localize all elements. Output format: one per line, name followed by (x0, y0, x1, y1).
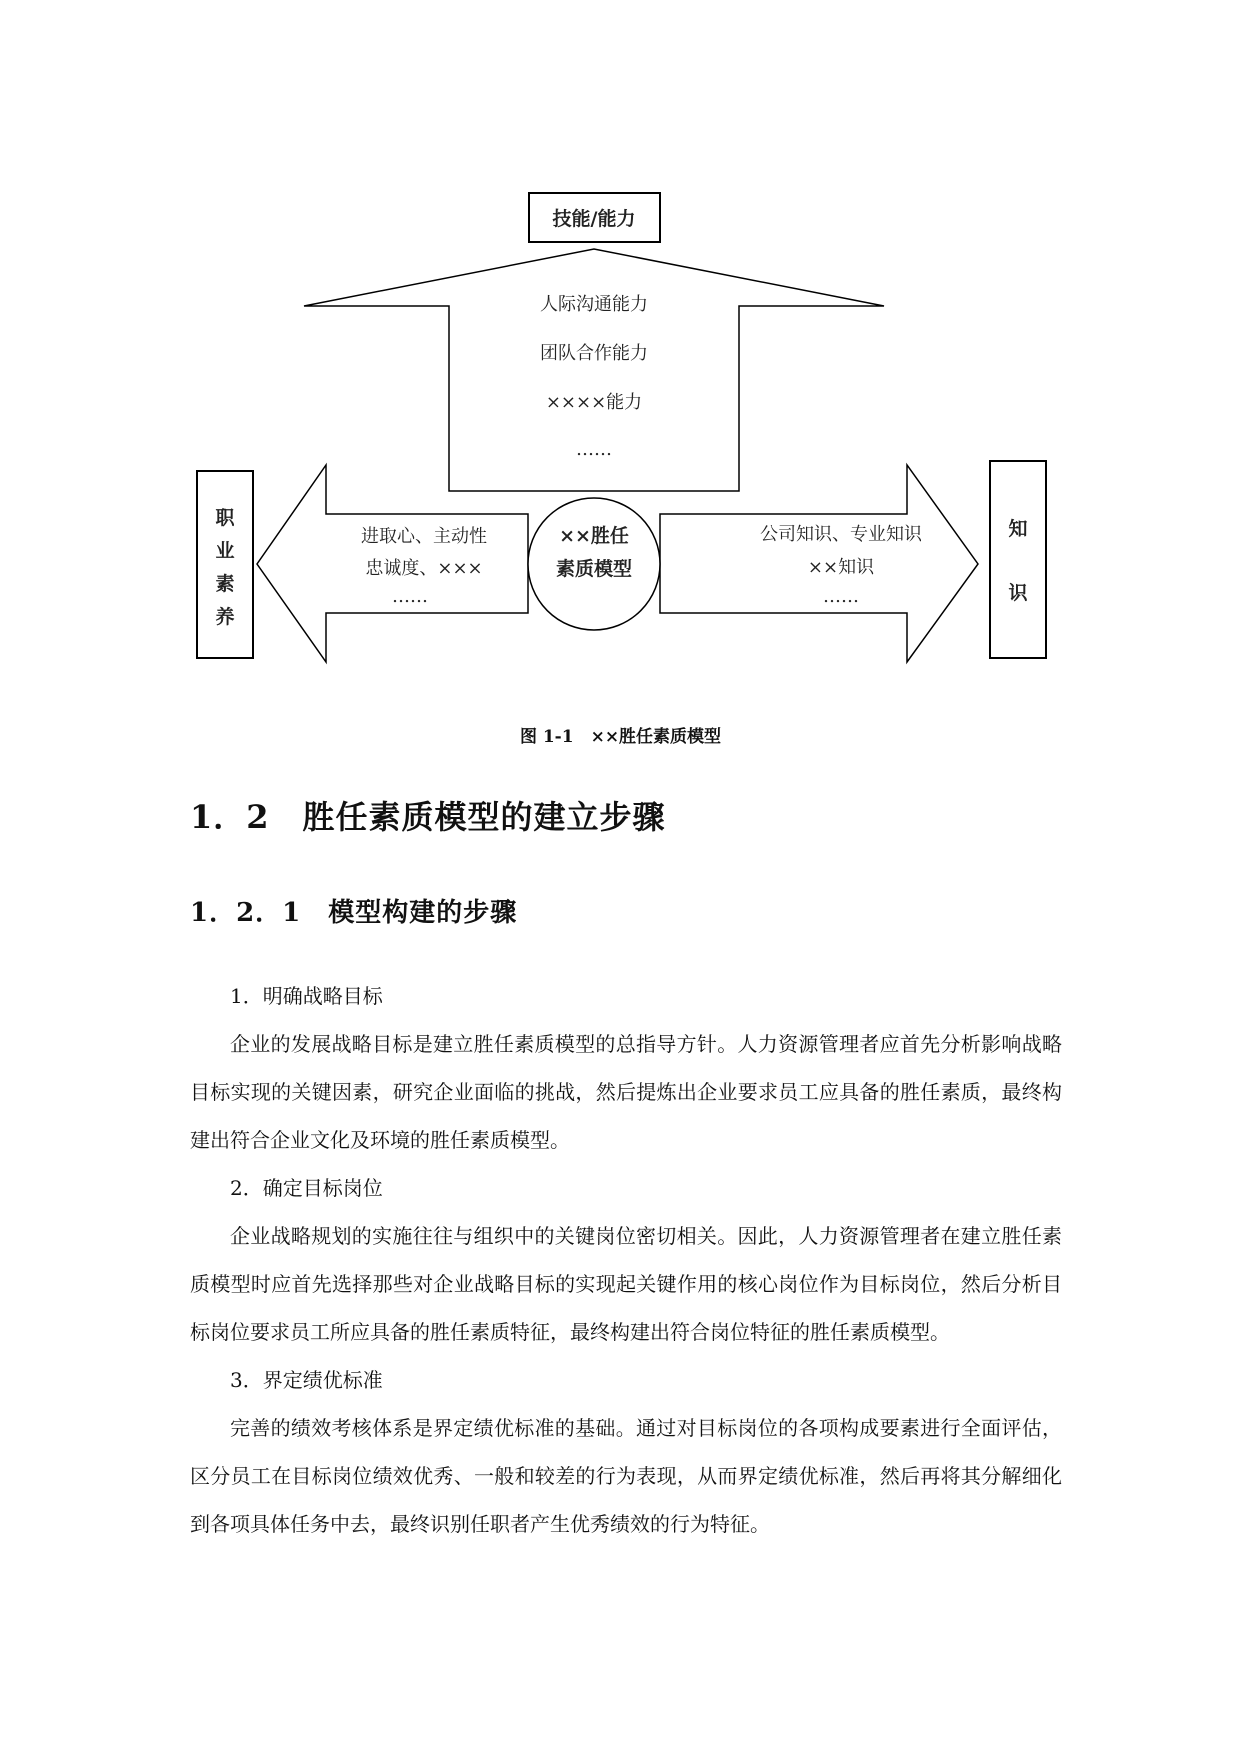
left-box-char-2: 业 (215, 540, 235, 562)
skills-box-label: 技能/能力 (552, 208, 636, 230)
right-box-char-2: 识 (1008, 582, 1028, 604)
step-paragraph: 企业战略规划的实施往往与组织中的关键岗位密切相关。因此，人力资源管理者在建立胜任素质模型时应首先选择那些对企业战略目标的实现起关键作用的核心岗位作为目标岗位，然后分析目标岗位要求员工所应具备的胜任素质特征，最终构建出符合岗位特征的胜任素质模型。 (190, 1224, 1062, 1344)
left-arrow-line-1: 进取心、主动性 (361, 526, 487, 547)
center-line-2: 素质模型 (555, 558, 633, 580)
step-title: 2．确定目标岗位 (230, 1176, 383, 1200)
competency-model-diagram (0, 0, 1241, 700)
left-box-char-3: 素 (215, 573, 235, 595)
figure-caption: 图 1-1 ××胜任素质模型 (519, 727, 722, 747)
section-heading: 1．2 胜任素质模型的建立步骤 (190, 798, 666, 836)
up-arrow-line-2: 团队合作能力 (540, 343, 648, 364)
center-line-1: ××胜任 (559, 525, 629, 547)
knowledge-box (990, 461, 1046, 658)
right-arrow-line-1: 公司知识、专业知识 (760, 524, 922, 545)
right-arrow-line-3: …… (823, 586, 859, 607)
step-paragraph: 企业的发展战略目标是建立胜任素质模型的总指导方针。人力资源管理者应首先分析影响战略目标实现的关键因素，研究企业面临的挑战，然后提炼出企业要求员工应具备的胜任素质，最终构建出符合企业文化及环境的胜任素质模型。 (190, 1032, 1062, 1152)
left-arrow-line-2: 忠诚度、××× (365, 558, 483, 579)
professional-quality-box (197, 471, 253, 658)
left-box-char-1: 职 (215, 507, 235, 529)
left-box-char-4: 养 (215, 606, 235, 628)
right-box-char-1: 知 (1008, 518, 1028, 540)
step-paragraph: 完善的绩效考核体系是界定绩优标准的基础。通过对目标岗位的各项构成要素进行全面评估，区分员工在目标岗位绩效优秀、一般和较差的行为表现，从而界定绩优标准，然后再将其分解细化到各项具体任务中去，最终识别任职者产生优秀绩效的行为特征。 (190, 1416, 1062, 1536)
left-arrow-line-3: …… (392, 586, 428, 607)
step-title: 1．明确战略目标 (230, 984, 383, 1008)
right-arrow-line-2: ××知识 (807, 557, 875, 578)
up-arrow-line-1: 人际沟通能力 (540, 294, 648, 315)
up-arrow-line-3: ××××能力 (545, 392, 643, 413)
subsection-heading: 1．2．1 模型构建的步骤 (190, 898, 518, 928)
step-title: 3．界定绩优标准 (230, 1368, 383, 1392)
body-text (190, 972, 1062, 1548)
up-arrow-line-4: …… (576, 439, 612, 460)
